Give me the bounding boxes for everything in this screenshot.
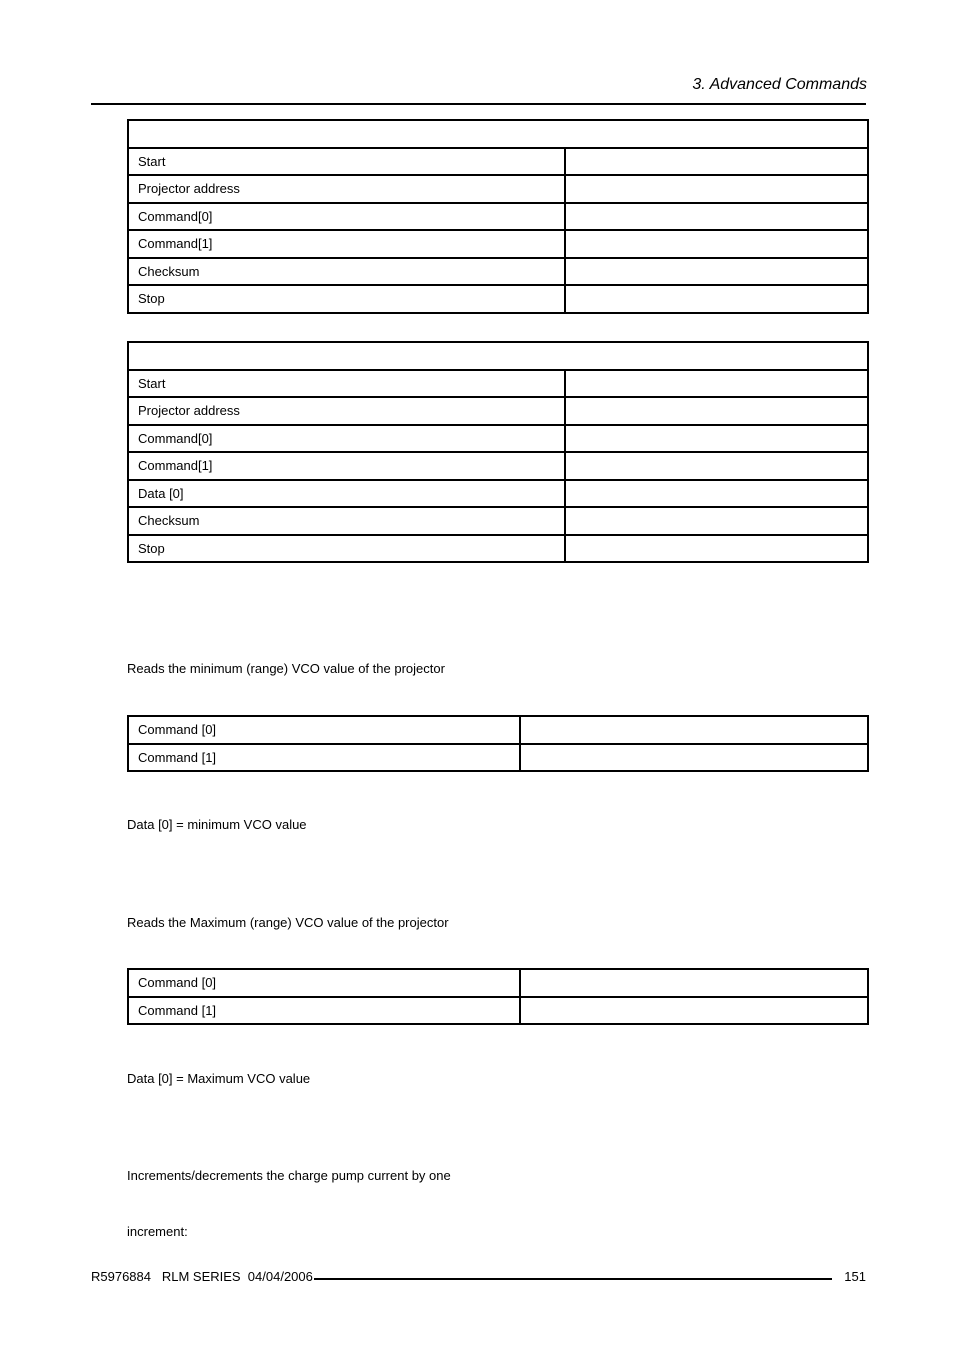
table-title-cell xyxy=(128,120,868,148)
row-value xyxy=(565,452,868,480)
table-row xyxy=(128,425,868,453)
table-row xyxy=(128,230,868,258)
row-label: Command[1] xyxy=(128,452,565,480)
row-value xyxy=(565,480,868,508)
command-table-1 xyxy=(127,119,869,314)
min-vco-data-note: Data [0] = minimum VCO value xyxy=(127,817,307,832)
row-label: Start xyxy=(128,370,565,398)
row-label: Command [0] xyxy=(128,969,520,997)
row-value xyxy=(565,370,868,398)
table-title-cell xyxy=(128,342,868,370)
charge-pump-description: Increments/decrements the charge pump current by one xyxy=(127,1168,451,1183)
table-row xyxy=(128,744,868,772)
table-row xyxy=(128,716,868,744)
table-row xyxy=(128,258,868,286)
table-row xyxy=(128,370,868,398)
table-row xyxy=(128,452,868,480)
row-label: Command [0] xyxy=(128,716,520,744)
table-row xyxy=(128,175,868,203)
row-value xyxy=(565,148,868,176)
max-vco-command-table xyxy=(127,968,869,1025)
row-label: Command[1] xyxy=(128,230,565,258)
table-row xyxy=(128,969,868,997)
footer-doc-info: R5976884 RLM SERIES 04/04/2006 xyxy=(91,1269,313,1284)
table-row xyxy=(128,397,868,425)
row-label: Checksum xyxy=(128,507,565,535)
row-label: Checksum xyxy=(128,258,565,286)
row-value xyxy=(565,230,868,258)
table-row xyxy=(128,997,868,1025)
min-vco-description: Reads the minimum (range) VCO value of the projector xyxy=(127,661,445,676)
table-row xyxy=(128,535,868,563)
row-label: Stop xyxy=(128,285,565,313)
row-value xyxy=(565,397,868,425)
row-value xyxy=(565,203,868,231)
row-label: Projector address xyxy=(128,175,565,203)
footer-rule xyxy=(314,1278,832,1280)
row-value xyxy=(565,507,868,535)
page-number: 151 xyxy=(844,1269,866,1284)
increment-label: increment: xyxy=(127,1224,188,1239)
table-row xyxy=(128,285,868,313)
table-row xyxy=(128,203,868,231)
table-header-row xyxy=(128,342,868,370)
row-value xyxy=(565,285,868,313)
table-row xyxy=(128,480,868,508)
row-label: Command [1] xyxy=(128,744,520,772)
page-header-title: 3. Advanced Commands xyxy=(692,76,867,93)
command-table-2 xyxy=(127,341,869,563)
row-label: Command [1] xyxy=(128,997,520,1025)
row-value xyxy=(565,535,868,563)
row-value xyxy=(520,744,868,772)
row-label: Projector address xyxy=(128,397,565,425)
row-label: Command[0] xyxy=(128,425,565,453)
header-rule xyxy=(91,103,866,105)
max-vco-description: Reads the Maximum (range) VCO value of the projector xyxy=(127,915,449,930)
row-value xyxy=(565,425,868,453)
row-value xyxy=(520,716,868,744)
table-row xyxy=(128,148,868,176)
row-value xyxy=(565,175,868,203)
table-header-row xyxy=(128,120,868,148)
table-row xyxy=(128,507,868,535)
row-value xyxy=(565,258,868,286)
max-vco-data-note: Data [0] = Maximum VCO value xyxy=(127,1071,311,1086)
row-label: Command[0] xyxy=(128,203,565,231)
row-value xyxy=(520,997,868,1025)
row-label: Start xyxy=(128,148,565,176)
row-value xyxy=(520,969,868,997)
row-label: Data [0] xyxy=(128,480,565,508)
row-label: Stop xyxy=(128,535,565,563)
min-vco-command-table xyxy=(127,715,869,772)
